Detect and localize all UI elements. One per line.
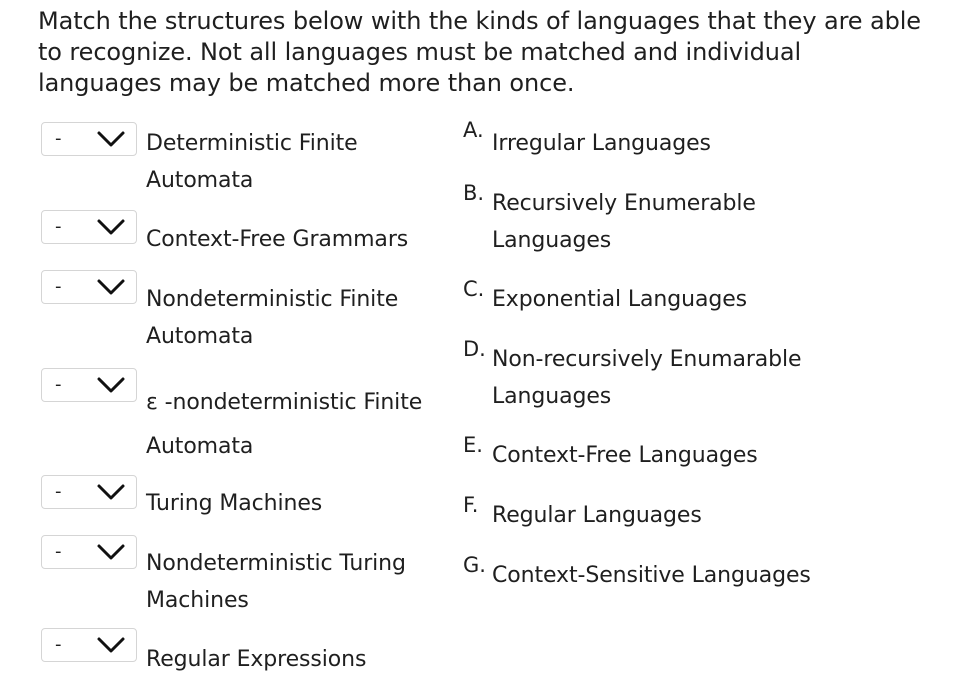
chevron-down-icon [96, 217, 126, 237]
structure-label-ntm: Nondeterministic Turing Machines [146, 551, 406, 613]
select-value: - [55, 216, 62, 237]
match-select-7[interactable] [41, 628, 137, 662]
chevron-down-icon [96, 635, 126, 655]
chevron-down-icon [96, 482, 126, 502]
chevron-down-icon [96, 375, 126, 395]
chevron-down-icon [96, 277, 126, 297]
structure-label-tm: Turing Machines [146, 491, 323, 516]
select-value: - [55, 374, 62, 395]
structure-label-epsilon-nfa: ε -nondeterministic Finite Automata [146, 390, 423, 459]
option-letter: A. [463, 118, 484, 142]
option-letter: E. [463, 433, 483, 457]
match-select-3[interactable] [41, 270, 137, 304]
option-letter: G. [463, 553, 486, 577]
select-value: - [55, 276, 62, 297]
option-text-d: Non-recursively Enumarable Languages [492, 347, 802, 409]
match-select-5[interactable] [41, 475, 137, 509]
option-text-e: Context-Free Languages [492, 443, 758, 468]
option-text-f: Regular Languages [492, 503, 702, 528]
option-text-a: Irregular Languages [492, 131, 711, 156]
option-text-c: Exponential Languages [492, 287, 748, 312]
chevron-down-icon [96, 542, 126, 562]
option-letter: C. [463, 277, 485, 301]
select-value: - [55, 481, 62, 502]
question-instructions: Match the structures below with the kinds of languages that they are able to recognize. Not all languages must be matched and individual languages may be matched more than once. [38, 7, 921, 97]
match-select-4[interactable] [41, 368, 137, 402]
chevron-down-icon [96, 129, 126, 149]
select-value: - [55, 128, 62, 149]
option-letter: F. [463, 493, 479, 517]
option-letter: B. [463, 181, 485, 205]
match-select-6[interactable] [41, 535, 137, 569]
option-letter: D. [463, 337, 486, 361]
match-select-1[interactable] [41, 122, 137, 156]
structure-label-dfa: Deterministic Finite Automata [146, 131, 358, 193]
select-value: - [55, 634, 62, 655]
structure-label-cfg: Context-Free Grammars [146, 227, 409, 252]
option-text-b: Recursively Enumerable Languages [492, 191, 756, 253]
select-value: - [55, 541, 62, 562]
option-text-g: Context-Sensitive Languages [492, 563, 811, 588]
structure-label-nfa: Nondeterministic Finite Automata [146, 287, 399, 349]
match-select-2[interactable] [41, 210, 137, 244]
structure-label-regex: Regular Expressions [146, 647, 367, 672]
